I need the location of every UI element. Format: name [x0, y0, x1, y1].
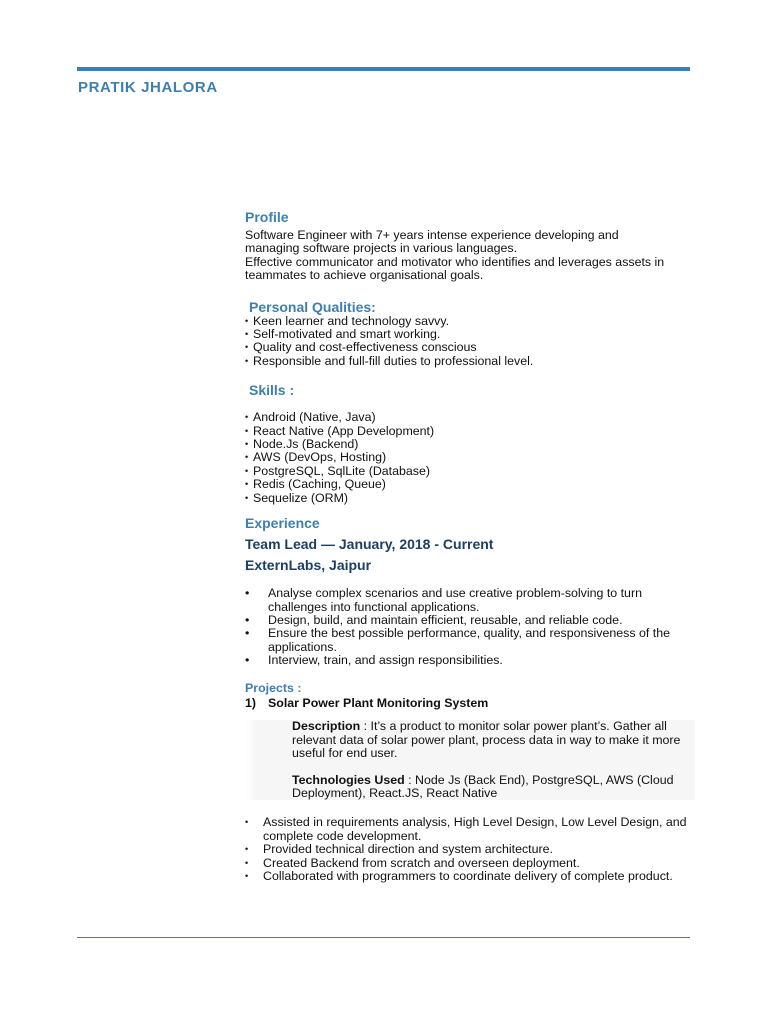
- profile-line: Software Engineer with 7+ years intense experience developing and: [245, 228, 619, 242]
- responsibilities-list: [245, 587, 695, 667]
- bullet-icon: •: [245, 315, 249, 326]
- list-item: [245, 411, 695, 424]
- bullet-icon: •: [245, 452, 249, 463]
- skills-list: [245, 411, 695, 505]
- list-item: [245, 587, 695, 614]
- list-item: [245, 451, 695, 464]
- list-item-text: Self-motivated and smart working.: [253, 327, 441, 342]
- list-item: [245, 438, 695, 451]
- list-item-text: Redis (Caching, Queue): [253, 477, 386, 492]
- list-item: [245, 341, 695, 354]
- list-item: [245, 870, 695, 883]
- technologies-text: : Node Js (Back End), PostgreSQL, AWS (Cloud Deployment), React.JS, React Native: [292, 772, 674, 800]
- list-item: [245, 614, 695, 627]
- list-item-text: AWS (DevOps, Hosting): [253, 450, 387, 465]
- bullet-icon: •: [245, 612, 250, 627]
- qualities-list: [245, 315, 695, 369]
- experience-heading: Experience: [245, 515, 320, 532]
- skills-heading: Skills :: [249, 382, 295, 399]
- bullet-icon: •: [245, 653, 250, 668]
- bullet-icon: •: [245, 586, 250, 601]
- bullet-icon: •: [245, 439, 249, 450]
- profile-line: Effective communicator and motivator who identifies and leverages assets in: [245, 254, 665, 269]
- list-item-text: Created Backend from scratch and overseen deployment.: [263, 855, 580, 870]
- bullet-icon: •: [245, 425, 249, 436]
- list-item-text: Design, build, and maintain efficient, reusable, and reliable code.: [268, 612, 623, 627]
- list-item-text: Interview, train, and assign responsibilities.: [268, 653, 503, 668]
- profile-line: teammates to achieve organisational goals.: [245, 268, 484, 283]
- list-item-text: Keen learner and technology savvy.: [253, 313, 450, 328]
- bullet-icon: •: [245, 355, 249, 366]
- technologies-label: Technologies Used: [292, 772, 405, 787]
- list-item: [245, 315, 695, 328]
- description-label: Description: [292, 719, 361, 734]
- list-item-text: PostgreSQL, SqlLite (Database): [253, 463, 431, 478]
- list-item-text: Collaborated with programmers to coordinate delivery of complete product.: [263, 869, 673, 883]
- list-item: [245, 425, 695, 438]
- bullet-icon: •: [245, 329, 249, 340]
- qualities-heading: Personal Qualities:: [249, 298, 376, 315]
- bullet-icon: •: [245, 817, 249, 828]
- project-title: [245, 697, 695, 710]
- list-item-text: Analyse complex scenarios and use creative problem-solving to turn challenges into functional applications.: [268, 586, 642, 614]
- list-item: [245, 478, 695, 491]
- list-item: [245, 654, 695, 667]
- list-item-text: Sequelize (ORM): [253, 490, 349, 505]
- profile-heading: Profile: [245, 209, 289, 225]
- list-item: [245, 627, 695, 654]
- bullet-icon: •: [245, 844, 249, 855]
- bullet-icon: •: [245, 626, 250, 641]
- job-role: Team Lead — January, 2018 - Current: [245, 536, 494, 553]
- experience-section: [245, 515, 695, 883]
- list-item: [245, 843, 695, 856]
- list-item: [245, 857, 695, 870]
- list-item-text: Node.Js (Backend): [253, 437, 359, 452]
- description-text: : It’s a product to monitor solar power plant’s. Gather all relevant data of solar power plant, process data in way to make it more useful for end user.: [292, 719, 681, 761]
- bullet-icon: •: [245, 465, 249, 476]
- list-item-text: Ensure the best possible performance, quality, and responsiveness of the applications.: [268, 626, 671, 654]
- list-item-text: Quality and cost-effectiveness conscious: [253, 340, 477, 355]
- project-contributions-list: [245, 816, 695, 883]
- project-number: 1): [245, 695, 257, 710]
- list-item-text: React Native (App Development): [253, 423, 435, 438]
- project-technologies: [292, 774, 695, 801]
- project-name: Solar Power Plant Monitoring System: [268, 695, 489, 710]
- bullet-icon: •: [245, 871, 249, 881]
- profile-line: managing software projects in various languages.: [245, 241, 518, 256]
- bullet-icon: •: [245, 479, 249, 490]
- list-item: [245, 492, 695, 505]
- footer-rule: [77, 937, 690, 938]
- skills-section: [245, 382, 695, 505]
- bullet-icon: •: [245, 857, 249, 868]
- list-item: [245, 465, 695, 478]
- profile-section: [245, 209, 695, 283]
- projects-heading: Projects :: [245, 680, 302, 695]
- list-item-text: Android (Native, Java): [253, 410, 376, 425]
- bullet-icon: •: [245, 342, 249, 353]
- list-item: [245, 355, 695, 368]
- list-item-text: Assisted in requirements analysis, High Level Design, Low Level Design, and complete code development.: [263, 815, 687, 843]
- bullet-icon: •: [245, 412, 249, 423]
- list-item: [245, 816, 695, 843]
- list-item-text: Provided technical direction and system architecture.: [263, 842, 553, 857]
- list-item: [245, 328, 695, 341]
- bullet-icon: •: [245, 492, 249, 503]
- profile-summary: [245, 229, 695, 283]
- list-item-text: Responsible and full-fill duties to professional level.: [253, 353, 534, 368]
- candidate-name: PRATIK JHALORA: [78, 79, 218, 96]
- project-description: [292, 720, 695, 760]
- qualities-section: [245, 299, 695, 369]
- resume-body: [245, 209, 695, 883]
- job-company: ExternLabs, Jaipur: [245, 557, 372, 574]
- project-details: [245, 720, 695, 800]
- header-rule: [77, 67, 690, 71]
